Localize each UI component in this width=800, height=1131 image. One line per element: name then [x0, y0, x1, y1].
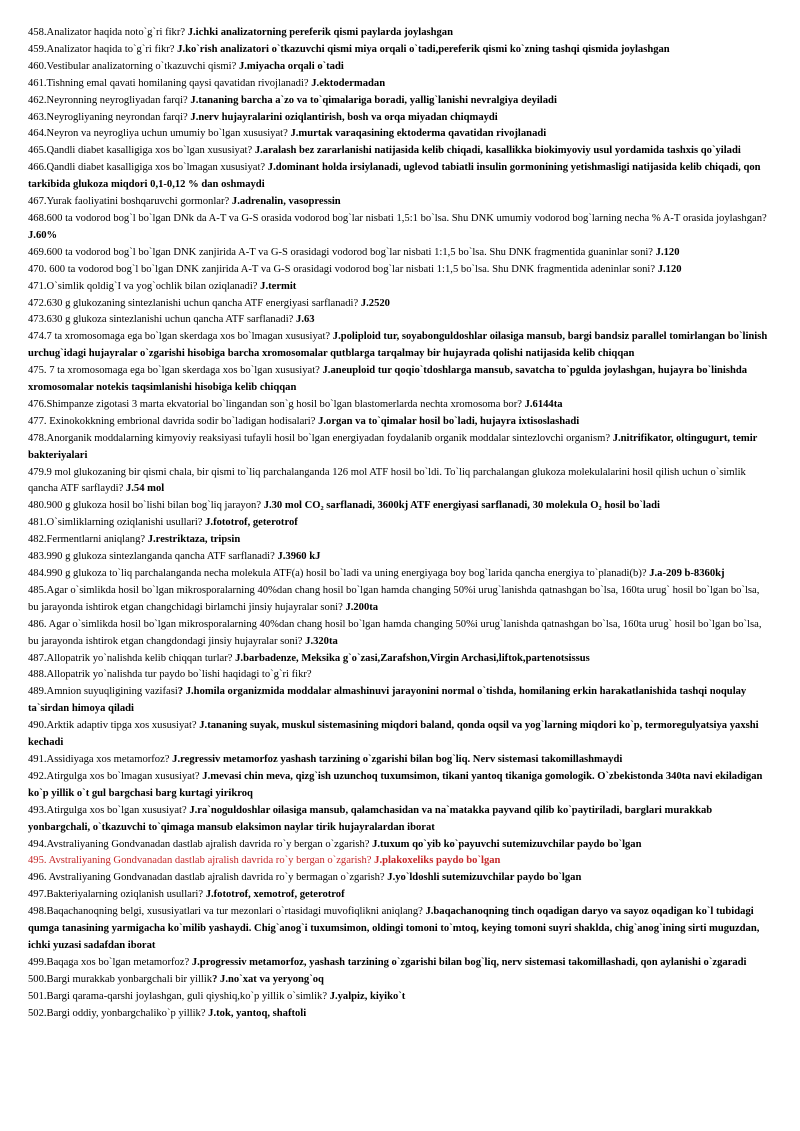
question-text: 494.Avstraliyaning Gondvanadan dastlab ajralish davrida ro`y bergan o`zgarish?: [28, 838, 373, 850]
question-text: 466.Qandli diabet kasalligiga xos bo`lmagan xususiyat?: [28, 162, 268, 174]
question-text: 458.Analizator haqida noto`g`ri fikr?: [28, 27, 188, 38]
answer-text: J.nitrifikator, oltingugurt, temir bakteriyalari: [28, 432, 758, 461]
answer-text: J.tananing barcha a`zo va to`qimalariga boradi, yallig`lanishi nevralgiya deyiladi: [190, 94, 557, 106]
question-entry: [28, 549, 772, 566]
question-text: 490.Arktik adaptiv tipga xos xususiyat?: [28, 720, 200, 732]
question-entry: [28, 667, 772, 684]
answer-text: J.ko`rish analizatori o`tkazuvchi qismi miya orqali o`tadi,pereferik qismi ko`zning tashqi qismida joylashgan: [177, 43, 670, 55]
question-text: 493.Atirgulga xos bo`lgan xususiyat?: [28, 804, 190, 816]
answer-text: J.63: [296, 314, 315, 326]
answer-text: J.120: [657, 263, 682, 275]
question-entry: [28, 684, 772, 718]
question-entry: [28, 1006, 772, 1023]
answer-text: J.60%: [28, 229, 58, 241]
question-entry: [28, 465, 772, 499]
question-entry: [28, 989, 772, 1006]
answer-text: J.200ta: [345, 601, 379, 613]
answer-text: J.murtak varaqasining ektoderma qavatidan rivojlanadi: [290, 128, 547, 140]
question-text: 495. Avstraliyaning Gondvanadan dastlab ajralish davrida ro`y bergan o`zgarish?: [28, 855, 375, 867]
question-text: 475. 7 ta xromosomaga ega bo`lgan skerdaga xos bo`lgan xususiyat?: [28, 365, 323, 377]
question-entry: [28, 718, 772, 752]
answer-text: J.ichki analizatorning pereferik qismi paylarda joylashgan: [187, 27, 453, 38]
answer-text: J.aralash bez zararlanishi natijasida kelib chiqadi, kasallikka biokimyoviy usul yordamida tashxis qo`yiladi: [254, 145, 741, 157]
question-entry: [28, 296, 772, 313]
question-entry: [28, 515, 772, 532]
question-text: 498.Baqachanoqning belgi, xususiyatlari va tur mezonlari o`rtasidagi muvofiqlikni aniqlang?: [28, 906, 426, 918]
question-entry: [28, 853, 772, 870]
question-text: 465.Qandli diabet kasalligiga xos bo`lgan xususiyat?: [28, 145, 255, 157]
question-entry: [28, 904, 772, 955]
question-entry: [28, 93, 772, 110]
question-text: 501.Bargi qarama-qarshi joylashgan, guli qiyshiq,ko`p yillik o`simlik?: [28, 990, 330, 1002]
question-text: 502.Bargi oddiy, yonbargchaliko`p yillik?: [28, 1007, 209, 1019]
question-entry: [28, 414, 772, 431]
question-text: 471.O`simlik qoldig`I va yog`ochlik bilan oziqlanadi?: [28, 280, 261, 292]
answer-text: J.ra`noguldoshlar oilasiga mansub, qalamchasidan va na`matakka payvand qilib ko`paytiriladi, barglari murakkab yonbargchali, o`tkazuvchi to`qimaga mansub elaksimon naylar tirik hujayralardan iborat: [28, 804, 713, 833]
answer-text: J.ektodermadan: [311, 77, 386, 89]
question-text: 470. 600 ta vodorod bog`l bo`lgan DNK zanjirida A-T va G-S orasidagi vodorod bog`lar nisbati 1:1,5 bo`lsa. Shu DNK fragmentida adeninlar soni?: [28, 263, 658, 275]
answer-text: J.aneuploid tur qoqio`tdoshlarga mansub, savatcha to`pgulda joylashgan, hujayra bo`linishda xromosomalar notekis taqsimlanishi hisobiga kelib chiqqan: [28, 365, 748, 394]
answer-text: J.6144ta: [524, 398, 563, 410]
question-entry: [28, 25, 772, 42]
question-text: 491.Assidiyaga xos metamorfoz?: [28, 753, 173, 765]
question-entry: [28, 76, 772, 93]
question-text: 462.Neyronning neyrogliyadan farqi?: [28, 94, 191, 106]
question-text: 476.Shimpanze zigotasi 3 marta ekvatorial bo`lingandan son`g hosil bo`lgan blastomerlarda nechta xromosoma bor?: [28, 398, 525, 410]
answer-text: J.barbadenze, Meksika g`o`zasi,Zarafshon,Virgin Archasi,liftok,partenotsissus: [235, 652, 590, 664]
question-text: 496. Avstraliyaning Gondvanadan dastlab ajralish davrida ro`y bermagan o`zgarish?: [28, 872, 388, 884]
answer-text: J.regressiv metamorfoz yashash tarzining o`zgarishi bilan bog`liq. Nerv sistemasi takomillashmaydi: [172, 753, 623, 765]
answer-text: J.poliploid tur, soyabonguldoshlar oilasiga mansub, bargi bandsiz parallel tomirlangan bo`linish urchug`idagi hujayralar o`zgarishi hisobiga barcha xromosomalar qutblarga tarqalmay bir hujayrada qolishi natijasida kelib chiqqan: [28, 331, 768, 360]
question-entry: [28, 651, 772, 668]
question-entry: [28, 160, 772, 194]
answer-text: J.baqachanoqning tinch oqadigan daryo va sayoz oqadigan ko`l tubidagi qumga tanasining yarmigacha ko`milib yashaydi. Chig`anog`i tuxumsimon, oldingi tomoni to`mtoq, keying tomoni suyri shaklda, chig`anog`ining sirti muguzdan, ichki yuzasi sadafdan iborat: [28, 906, 760, 951]
question-entry: [28, 566, 772, 583]
answer-text: J.yalpiz, kiyiko`t: [329, 990, 406, 1002]
question-text: 485.Agar o`simlikda hosil bo`lgan mikrosporalarning 40%dan chang hosil bo`lgan hamda changing 50%i urug`lanishda qatnashgan bo`lsa, 160ta urug` hosil bo`lgan bo`lsa, bu jarayonda ishtirok etgan changchidagi birlamchi jinsiy hujayralar soni?: [28, 584, 760, 613]
answer-text: J.fototrof, xemotrof, geterotrof: [205, 889, 345, 901]
question-text: 483.990 g glukoza sintezlanganda qancha ATF sarflanadi?: [28, 551, 278, 563]
answer-text: J.adrenalin, vasopressin: [231, 196, 341, 208]
question-entry: [28, 59, 772, 76]
answer-text: J.nerv hujayralarini oziqlantirish, bosh va orqa miyadan chiqmaydi: [190, 111, 498, 123]
question-text: 500.Bargi murakkab yonbargchali bir yillik: [28, 973, 213, 985]
question-text: 460.Vestibular analizatorning o`tkazuvchi qismi?: [28, 60, 239, 72]
question-text: 484.990 g glukoza to`liq parchalanganda necha molekula ATF(a) hosil bo`ladi va uning energiyaga boy bog`larida qancha energiya to`planadi(b)?: [28, 568, 650, 579]
question-text: 463.Neyrogliyaning neyrondan farqi?: [28, 111, 191, 123]
question-entry: [28, 887, 772, 904]
question-text: 478.Anorganik moddalarning kimyoviy reaksiyasi tufayli hosil bo`lgan energiyadan foydalanib organik moddalar sintezlovchi organism?: [28, 432, 613, 444]
answer-text: J.termit: [260, 280, 297, 292]
question-entry: [28, 870, 772, 887]
answer-text: J.dominant holda irsiylanadi, uglevod tabiatli insulin gormonining yetishmasligi natijasida kelib chiqadi, qon tarkibida glukoza miqdori 0,1-0,12 % dan oshmaydi: [28, 162, 761, 191]
question-entry: [28, 262, 772, 279]
question-text: 486. Agar o`simlikda hosil bo`lgan mikrosporalarning 40%dan chang hosil bo`lgan hamda changing 50%i urug`lanishda qatnashgan bo`lsa, 160ta urug` hosil bo`lgan bo`lsa, bu jarayonda ishtirok etgan changdondagi jinsiy hujayralar soni?: [28, 618, 762, 647]
question-text: 481.O`simliklarning oziqlanishi usullari?: [28, 517, 206, 529]
question-text: 487.Allopatrik yo`nalishda kelib chiqqan turlar?: [28, 652, 236, 664]
question-entry: [28, 397, 772, 414]
question-entry: [28, 363, 772, 397]
question-entry: [28, 42, 772, 59]
answer-text: J.120: [655, 246, 680, 258]
question-text: 464.Neyron va neyrogliya uchun umumiy bo`lgan xususiyat?: [28, 128, 291, 140]
question-entry: [28, 211, 772, 245]
question-entry: [28, 329, 772, 363]
question-entry: [28, 617, 772, 651]
answer-text: J.tananing suyak, muskul sistemasining miqdori baland, qonda oqsil va yog`larning miqdori ko`p, termoregulyatsiya yaxshi kechadi: [28, 720, 759, 749]
question-text: 461.Tishning emal qavati homilaning qaysi qavatidan rivojlanadi?: [28, 77, 312, 89]
question-entry: [28, 431, 772, 465]
question-entry: [28, 752, 772, 769]
answer-text: J.3960 kJ: [277, 551, 321, 563]
question-entry: [28, 194, 772, 211]
question-text: 459.Analizator haqida to`g`ri fikr?: [28, 43, 178, 55]
question-text: 468.600 ta vodorod bog`l bo`lgan DNk da A-T va G-S orasida vodorod bog`lar nisbati 1,5:1 bo`lsa. Shu DNK umumiy vodorod bog`larning necha % A-T orasida joylashgan?: [28, 212, 767, 224]
question-text: 480.900 g glukoza hosil bo`lishi bilan bog`liq jarayon?: [28, 500, 264, 512]
question-text: 489.Amnion suyuqligining vazifasi: [28, 686, 178, 698]
answer-text: J.320ta: [305, 635, 338, 647]
answer-text: J.progressiv metamorfoz, yashash tarzining o`zgarishi bilan bog`liq, nerv sistemasi takomillashadi, qon aylanishi o`zgaradi: [191, 956, 747, 968]
question-entry: [28, 143, 772, 160]
question-text: 472.630 g glukozaning sintezlanishi uchun qancha ATF energiyasi sarflanadi?: [28, 297, 361, 309]
answer-text: J.yo`ldoshli sutemizuvchilar paydo bo`lgan: [387, 872, 582, 884]
question-entry: [28, 498, 772, 515]
answer-text: J.plakoxeliks paydo bo`lgan: [374, 855, 501, 867]
answer-text: J.2520: [360, 297, 390, 309]
answer-text: J.fototrof, geterotrof: [205, 517, 298, 529]
question-text: 482.Fermentlarni aniqlang?: [28, 534, 148, 546]
answer-text: J.organ va to`qimalar hosil bo`ladi, hujayra ixtisoslashadi: [318, 415, 580, 427]
answer-text: J.tok, yantoq, shaftoli: [208, 1007, 307, 1019]
question-text: 477. Exinokokkning embrional davrida sodir bo`ladigan hodisalari?: [28, 415, 319, 427]
question-entry: [28, 245, 772, 262]
question-entry: [28, 583, 772, 617]
question-entry: [28, 837, 772, 854]
answer-text: J.mevasi chin meva, qizg`ish uzunchoq tuxumsimon, tikani yantoq tikaniga gomologik. O`zbekistonda 340ta navi ekiladigan ko`p yillik o`t gul bargchasi barg kurtagi yirikroq: [28, 770, 763, 799]
answer-text: J.tuxum qo`yib ko`payuvchi sutemizuvchilar paydo bo`lgan: [372, 838, 642, 850]
question-entry: [28, 769, 772, 803]
question-text: 497.Bakteriyalarning oziqlanish usullari?: [28, 889, 206, 901]
question-text: 479.9 mol glukozaning bir qismi chala, bir qismi to`liq parchalanganda 126 mol ATF hosil bo`ldi. To`liq parchalangan glukoza molekulalarini hosil qilish uchun o`simlik qancha ATF sarflaydi?: [28, 466, 746, 495]
question-entry: [28, 110, 772, 127]
answer-text: ? J.no`xat va yeryong`oq: [212, 973, 324, 985]
question-text: 474.7 ta xromosomaga ega bo`lgan skerdaga xos bo`lmagan xususiyat?: [28, 331, 333, 343]
question-text: 473.630 g glukoza sintezlanishi uchun qancha ATF sarflanadi?: [28, 314, 297, 326]
question-entry: [28, 532, 772, 549]
answer-text: J.restriktaza, tripsin: [147, 534, 241, 546]
question-entry: [28, 279, 772, 296]
answer-text: J.a-209 b-8360kj: [649, 568, 725, 579]
question-text: 492.Atirgulga xos bo`lmagan xususiyat?: [28, 770, 203, 782]
answer-text: J.30 mol CO₂ sarflanadi, 3600kj ATF energiyasi sarflanadi, 30 molekula O₂ hosil bo`ladi: [263, 500, 660, 512]
question-entry: [28, 955, 772, 972]
answer-text: ? J.homila organizmida moddalar almashinuvi jarayonini normal o`tishda, homilaning erkin harakatlanishida tashqi noqulay ta`sirdan himoya qiladi: [28, 686, 747, 715]
question-text: 488.Allopatrik yo`nalishda tur paydo bo`lishi haqidagi to`g`ri fikr?: [28, 669, 312, 681]
question-text: 467.Yurak faoliyatini boshqaruvchi gormonlar?: [28, 196, 232, 208]
answer-text: J.miyacha orqali o`tadi: [238, 60, 344, 72]
question-entry: [28, 803, 772, 837]
question-entry: [28, 312, 772, 329]
question-entry: [28, 972, 772, 989]
answer-text: J.54 mol: [125, 483, 165, 495]
question-text: 499.Baqaga xos bo`lgan metamorfoz?: [28, 956, 192, 968]
question-text: 469.600 ta vodorod bog`l bo`lgan DNK zanjirida A-T va G-S orasidagi vodorod bog`lar nisbati 1:1,5 bo`lsa. Shu DNK fragmentida guaninlar soni?: [28, 246, 656, 258]
question-entry: [28, 126, 772, 143]
